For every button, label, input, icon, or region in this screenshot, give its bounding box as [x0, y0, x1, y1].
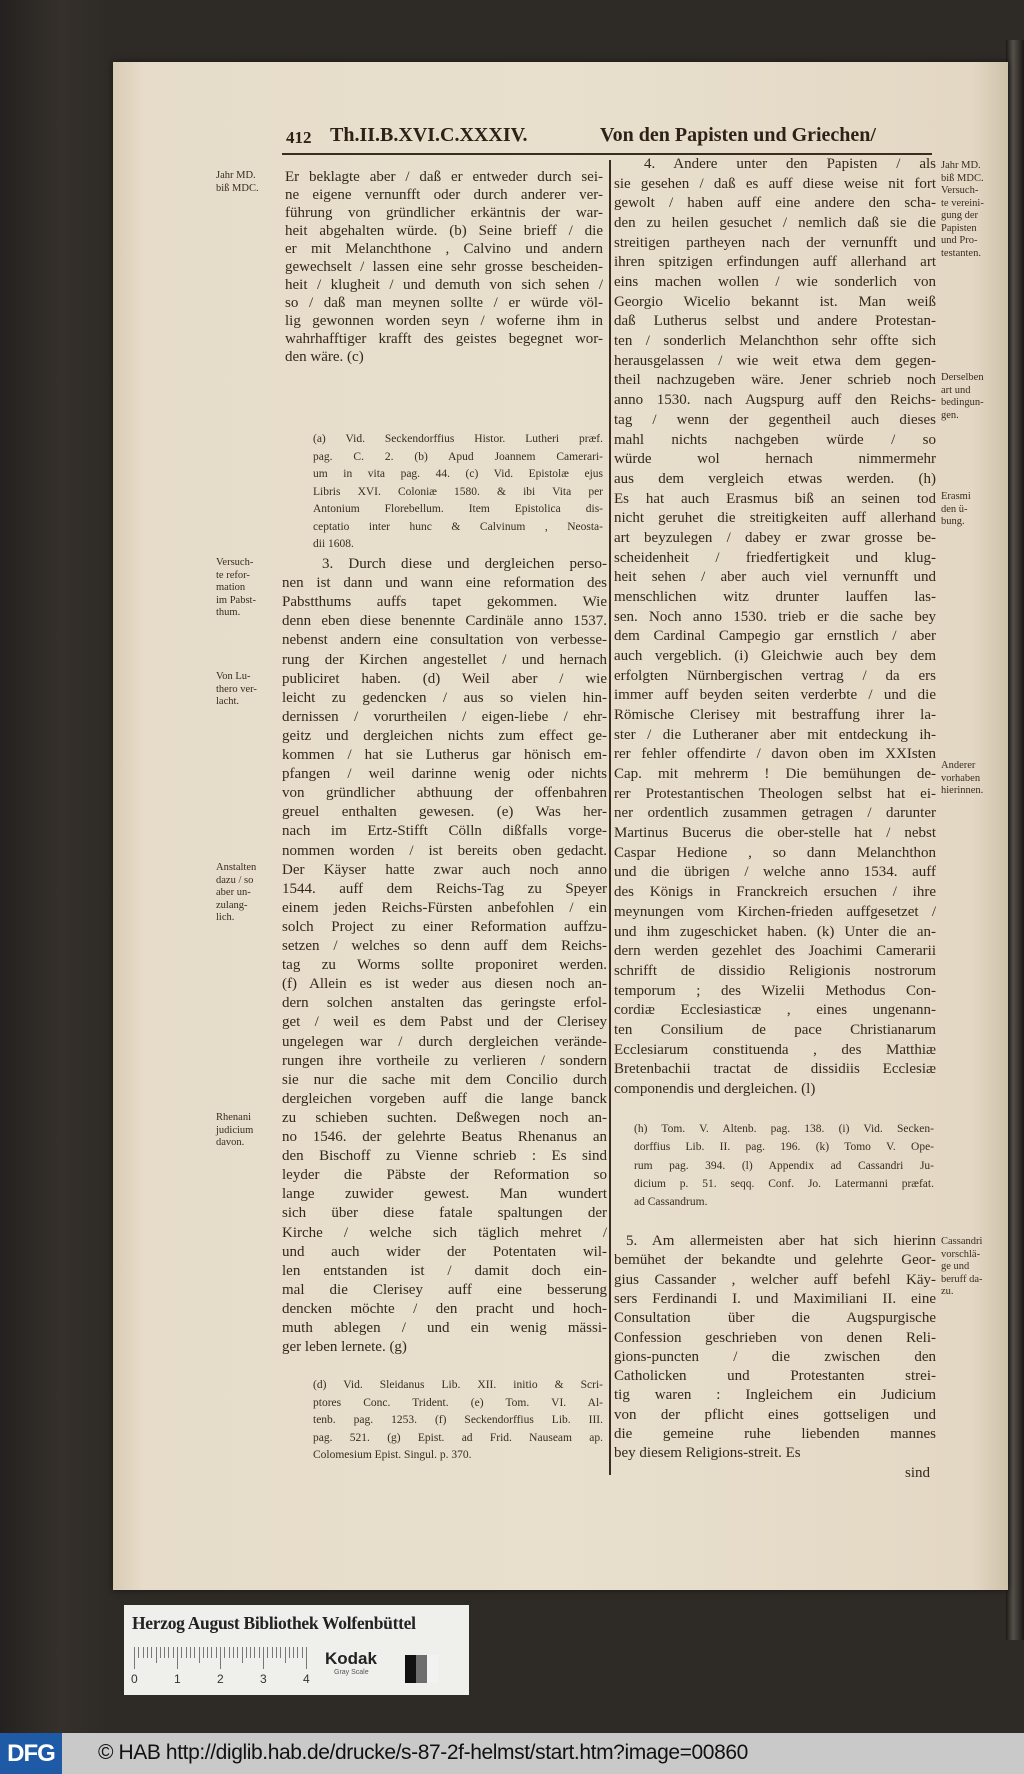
- footnote-line: rum pag. 394. (l) Appendix ad Cassandri Ju-: [634, 1159, 934, 1172]
- ruler-tick: [211, 1647, 212, 1658]
- body-text-line: Martinus Bucerus die ober-stelle hat / nebst: [614, 825, 936, 842]
- ruler-tick: [237, 1647, 238, 1658]
- institution-name: Herzog August Bibliothek Wolfenbüttel: [132, 1613, 416, 1633]
- body-text-line: wahrhafftiger krafft des geistes begegnet wor-: [285, 331, 603, 347]
- body-text-line: bey diesem Religions-streit. Es: [614, 1445, 801, 1462]
- ruler-tick: [297, 1647, 298, 1658]
- margin-note-line: Erasmi: [941, 491, 971, 502]
- body-text-line: tag / wenn der gegentheil auch dieses: [614, 411, 936, 428]
- margin-note-line: ge und: [941, 1261, 970, 1272]
- ruler-number: 4: [303, 1672, 310, 1686]
- ruler-tick: [267, 1647, 268, 1658]
- margin-note-line: lacht.: [216, 696, 240, 707]
- margin-note-line: zu.: [941, 1286, 954, 1297]
- body-text-line: und auch wider der Potentaten wil-: [282, 1243, 607, 1260]
- body-text-line: von der pflicht eines gottseligen und: [614, 1406, 936, 1423]
- ruler-tick: [276, 1647, 277, 1658]
- ruler-tick: [168, 1647, 169, 1658]
- ruler-tick: [177, 1647, 178, 1669]
- gray-swatch: [416, 1655, 427, 1683]
- body-text-line: ner ordentlich zusammen getragen / darunter: [614, 805, 936, 822]
- body-text-line: die gemeine ruhe liebenden mannes: [614, 1426, 936, 1442]
- body-text-line: kommen / hat sie Lutherus gar hönisch em-: [282, 747, 607, 763]
- ruler-tick: [280, 1647, 281, 1658]
- body-text-line: anno 1530. nach Augspurg auff den Reichs-: [614, 392, 936, 409]
- body-text-line: len entstanden ist / damit doch ein-: [282, 1262, 607, 1279]
- page-number: 412: [286, 128, 312, 147]
- body-text-line: Ecclesiarum constituenda , des Matthiæ: [614, 1041, 936, 1058]
- margin-note-line: Papisten: [941, 222, 977, 234]
- body-text-line: nen ist dann und wann eine reformation des: [282, 575, 607, 592]
- body-text-line: 5. Am allermeisten aber hat sich hierinn: [626, 1233, 936, 1249]
- ruler-tick: [156, 1647, 157, 1663]
- ruler-tick: [233, 1647, 234, 1658]
- body-text-line: dergleichen vorgeben auff die lange banck: [282, 1090, 607, 1107]
- body-text-line: mahl nichts nachgeben würde / so: [614, 431, 936, 448]
- body-text-line: nebenst andern eine consultation von verbesse-: [282, 632, 607, 649]
- body-text-line: von gründlicher abthuung der offenbahren: [282, 785, 607, 802]
- body-text-line: eins machen wollen / wie sonderlich von: [614, 274, 936, 291]
- margin-note-line: den ü-: [941, 503, 968, 515]
- footnote-line: pag. C. 2. (b) Apud Joannem Camerari-: [313, 450, 603, 463]
- footnote-line: (d) Vid. Sleidanus Lib. XII. initio & Scri-: [313, 1379, 603, 1391]
- footnote-line: tenb. pag. 1253. (f) Seckendorffius Lib. III.: [313, 1414, 603, 1426]
- margin-note-line: testanten.: [941, 247, 981, 259]
- body-text-line: muth ablegen / und ein wenig mässi-: [282, 1320, 607, 1336]
- body-text-line: gions-puncten / die zwischen den: [614, 1348, 936, 1365]
- body-text-line: heit sehen / aber auch viel vernunfft und: [614, 569, 936, 586]
- body-text-line: theil nachzugeben wäre. Jener schrieb noch: [614, 372, 936, 389]
- footnote-line: um in vita pag. 44. (c) Vid. Epistolæ ejus: [313, 468, 603, 480]
- footnote-line: Libris XVI. Coloniæ 1580. & ibi Vita per: [313, 485, 603, 498]
- footnote-line: dii 1608.: [313, 538, 354, 550]
- footer-bar: [0, 1733, 1024, 1774]
- body-text-line: den zu heilen gesuchet / nemlich daß sie die: [614, 215, 936, 232]
- margin-note-line: Cassandri: [941, 1236, 983, 1247]
- gray-swatch: [427, 1655, 438, 1683]
- margin-note-line: gung der: [941, 210, 979, 221]
- body-text-line: den Bischoff zu Vienne schrieb : Es sind: [282, 1148, 607, 1165]
- ruler-tick: [259, 1647, 260, 1658]
- footnote-line: (a) Vid. Seckendorffius Histor. Lutheri præf.: [313, 433, 603, 445]
- margin-note-line: art und: [941, 384, 971, 396]
- kodak-brand: Kodak: [325, 1649, 377, 1668]
- margin-note-line: lich.: [216, 912, 235, 923]
- body-text-line: gius Cassander , welcher auff befehl Käy-: [614, 1271, 936, 1288]
- ruler-tick: [293, 1647, 294, 1658]
- ruler-tick: [164, 1647, 165, 1658]
- footnote-line: ceptatio inter hunc & Calvinum , Neosta-: [313, 520, 603, 533]
- body-text-line: art beyzulegen / dabey er zwar grosse be-: [614, 529, 936, 546]
- body-text-line: (f) Allein es ist weder aus diesen noch an-: [282, 976, 607, 993]
- ruler-tick: [289, 1647, 290, 1658]
- column-divider: [609, 160, 611, 1475]
- body-text-line: ihren spitzigen erfindungen auff allerhand art: [614, 254, 936, 271]
- gray-scale-label: Gray Scale: [334, 1669, 369, 1676]
- body-text-line: immer auff beyden seiten verderbte / und die: [614, 687, 936, 704]
- body-text-line: und ihm zugeschicket haben. (k) Unter die an-: [614, 923, 936, 940]
- body-text-line: sie gesehen / daß es auff diese weise nit fort: [614, 175, 936, 192]
- body-text-line: aus dem vergleich etwas werden. (h): [614, 470, 936, 487]
- body-text-line: Georgio Wicelio bekannt ist. Man weiß: [614, 293, 936, 310]
- body-text-line: 4. Andere unter den Papisten / als: [644, 156, 936, 172]
- ruler-tick: [263, 1647, 264, 1669]
- footnote-line: ad Cassandrum.: [634, 1196, 708, 1209]
- body-text-line: ten / sonderlich Melanchthon sehr offte sich: [614, 333, 936, 350]
- body-text-line: lig gewonnen worden seyn / woferne ihm in: [285, 313, 603, 329]
- margin-note-line: und Pro-: [941, 235, 978, 246]
- body-text-line: Pabstthums auffs tapet gekommen. Wie: [282, 594, 607, 611]
- body-text-line: no 1546. der gelehrte Beatus Rhenanus an: [282, 1129, 607, 1145]
- body-text-line: rungen ihre vortheile zu verlieren / sondern: [282, 1052, 607, 1069]
- margin-note-line: biß MDC.: [941, 172, 984, 184]
- body-text-line: denn eben diese benennte Cardinäle anno 1537.: [282, 613, 607, 630]
- margin-note-line: Anderer: [941, 760, 976, 771]
- margin-note-line: Rhenani: [216, 1112, 251, 1123]
- margin-note-line: te refor-: [216, 569, 250, 581]
- body-text-line: herausgelassen / wie weit etwa dem gegen-: [614, 352, 936, 369]
- body-text-line: Cap. mit mehrerm ! Die bemühungen de-: [614, 766, 936, 783]
- body-text-line: erfolgten Nürnbergischen vertrag / da ers: [614, 667, 936, 684]
- ruler-tick: [199, 1647, 200, 1663]
- ruler-tick: [306, 1647, 307, 1669]
- body-text-line: 3. Durch diese und dergleichen perso-: [322, 556, 607, 572]
- body-text-line: get / weil es dem Pabst und der Clerisey: [282, 1014, 607, 1031]
- body-text-line: scheidenheit / friedfertigkeit und klug-: [614, 549, 936, 566]
- body-text-line: bemühet der bekandte und gelehrte Geor-: [614, 1252, 936, 1269]
- body-text-line: sich über diese fatale spaltungen der: [282, 1205, 607, 1222]
- ruler-tick: [250, 1647, 251, 1658]
- body-text-line: gewolt / haben auff eine andere den scha-: [614, 195, 936, 212]
- body-text-line: ungelegen war / durch dergleichen verände-: [282, 1033, 607, 1050]
- ruler-tick: [285, 1647, 286, 1663]
- ruler-tick: [216, 1647, 217, 1658]
- margin-note-line: bedingun-: [941, 397, 984, 408]
- ruler-tick: [186, 1647, 187, 1658]
- body-text-line: er mit Melanchthone , Calvino und andern: [285, 241, 603, 257]
- body-text-line: mal die Clerisey auff eine besserung: [282, 1281, 607, 1298]
- body-text-line: publiciret haben. (d) Weil aber / wie: [282, 670, 607, 687]
- footnote-line: (h) Tom. V. Altenb. pag. 138. (i) Vid. Secken-: [634, 1123, 934, 1135]
- body-text-line: geitz und dergleichen nichts zum effect ge-: [282, 727, 607, 744]
- catchword: sind: [905, 1465, 931, 1481]
- body-text-line: würde wol hernach nimmermehr: [614, 451, 936, 468]
- footnote-line: pag. 521. (g) Epist. ad Frid. Nauseam ap.: [313, 1431, 603, 1444]
- body-text-line: tag zu Worms sollte proponiret werden.: [282, 957, 607, 974]
- body-text-line: greuel enthalten gewesen. (e) Was her-: [282, 804, 607, 821]
- body-text-line: Es hat auch Erasmus biß an seinen tod: [614, 490, 936, 507]
- body-text-line: meynungen vom Kirchen-frieden auffgesetzet /: [614, 903, 936, 920]
- margin-note-line: dazu / so: [216, 874, 254, 886]
- ruler-tick: [134, 1647, 135, 1669]
- footnote-line: dorffius Lib. II. pag. 196. (k) Tomo V. Ope-: [634, 1141, 934, 1154]
- dfg-logo: DFG: [0, 1733, 62, 1774]
- body-text-line: schrifft de dissidio Religionis nostrorum: [614, 962, 936, 979]
- margin-note-line: im Pabst-: [216, 594, 256, 606]
- ruler-tick: [143, 1647, 144, 1658]
- margin-note-line: thum.: [216, 607, 241, 618]
- ruler-tick: [242, 1647, 243, 1663]
- ruler-tick: [229, 1647, 230, 1658]
- chapter-reference: Th.II.B.XVI.C.XXXIV.: [330, 124, 528, 146]
- body-text-line: Er beklagte aber / daß er entweder durch sei-: [285, 169, 603, 185]
- body-text-line: ten Consilium de pace Christianarum: [614, 1021, 936, 1038]
- margin-note-line: beruff da-: [941, 1273, 983, 1285]
- body-text-line: Confession geschrieben von denen Reli-: [614, 1329, 936, 1346]
- body-text-line: streitigen partheyen nach der vernunfft und: [614, 234, 936, 251]
- footnote-line: dicium p. 51. seqq. Conf. Jo. Latermanni præfat.: [634, 1177, 934, 1190]
- body-text-line: heit / klugheit / und demuth von sich sehen /: [285, 277, 603, 293]
- body-text-line: Caspar Hedione , so dann Melanchthon: [614, 844, 936, 861]
- body-text-line: leyder die Päbste der Reformation so: [282, 1167, 607, 1184]
- margin-note-line: Anstalten: [216, 862, 257, 873]
- ruler-tick: [203, 1647, 204, 1658]
- body-text-line: rung der Kirchen angestellet / und hernach: [282, 651, 607, 668]
- body-text-line: heit abgehalten würde. (b) Seine brieff / die: [285, 223, 603, 239]
- body-text-line: daß Lutherus selbst und andere Protestan-: [614, 313, 936, 330]
- margin-note-line: Versuch-: [941, 185, 979, 196]
- ruler-tick: [181, 1647, 182, 1658]
- body-text-line: solch Project zu einer Reformation auffzu-: [282, 918, 607, 935]
- ruler-tick: [246, 1647, 247, 1658]
- margin-note-line: Jahr MD.: [941, 160, 981, 171]
- margin-note-line: Von Lu-: [216, 671, 251, 682]
- margin-note-line: vorhaben: [941, 772, 981, 784]
- ruler-tick: [302, 1647, 303, 1658]
- body-text-line: temporum ; des Wizelii Methodus Con-: [614, 982, 936, 999]
- body-text-line: setzen / welches so denn auff dem Reichs-: [282, 938, 607, 954]
- body-text-line: auch vergeblich. (i) Gleichwie auch bey dem: [614, 648, 936, 664]
- body-text-line: lange zuwider gewest. Man wundert: [282, 1186, 607, 1203]
- running-title: Von den Papisten und Griechen/: [600, 124, 876, 146]
- body-text-line: Römische Clerisey mit bestraffung ihrer la-: [614, 707, 936, 724]
- body-text-line: leicht zu gedencken / aus so vielen hin-: [282, 689, 607, 706]
- body-text-line: ne eigene vernunfft oder durch anderer ver-: [285, 187, 603, 203]
- body-text-line: nommen worden / ist bereits oben gedacht.: [282, 842, 607, 859]
- margin-note-line: gen.: [941, 409, 959, 421]
- copyright-url[interactable]: © HAB http://diglib.hab.de/drucke/s-87-2f-helmst/start.htm?image=00860: [98, 1741, 748, 1764]
- margin-note-line: mation: [216, 582, 246, 593]
- footnote-line: ptores Conc. Trident. (e) Tom. VI. Al-: [313, 1396, 603, 1409]
- ruler-number: 0: [131, 1672, 138, 1686]
- body-text-line: rer Protestantischen Theologen selbst hat ei-: [614, 785, 936, 802]
- ruler-tick: [224, 1647, 225, 1658]
- margin-note-line: bung.: [941, 516, 965, 527]
- body-text-line: dem Cardinal Campegio gar ernstlich / aber: [614, 628, 936, 645]
- margin-note-line: Jahr MD.: [216, 170, 256, 181]
- margin-note-line: davon.: [216, 1137, 245, 1148]
- margin-note-line: vorschlä-: [941, 1248, 981, 1260]
- margin-note-line: judicium: [216, 1124, 254, 1136]
- ruler-tick: [194, 1647, 195, 1658]
- body-text-line: einem jeden Reichs-Fürsten anbefohlen / ein: [282, 899, 607, 916]
- margin-note-line: aber un-: [216, 887, 251, 898]
- margin-note-line: Derselben: [941, 372, 984, 383]
- body-text-line: Kirche / welche sich täglich mehret /: [282, 1224, 607, 1241]
- body-text-line: dern werden gezehlet des Joachimi Camerarii: [614, 943, 936, 960]
- ruler-tick: [272, 1647, 273, 1658]
- body-text-line: ster / die Lutheraner aber mit entdeckung ih-: [614, 726, 936, 743]
- body-text-line: rer fehler offendirte / davon oben im XXIsten: [614, 746, 936, 763]
- body-text-line: nicht geruhet die streitigkeiten auff allerhand: [614, 510, 936, 527]
- body-text-line: Der Käyser hatte zwar auch noch anno: [282, 861, 607, 878]
- body-text-line: cordiæ Ecclesiasticæ , eines ungenann-: [614, 1002, 936, 1019]
- margin-note-line: thero ver-: [216, 683, 257, 695]
- body-text-line: sers Ferdinandi I. und Maximiliani II. eine: [614, 1290, 936, 1307]
- ruler-tick: [147, 1647, 148, 1658]
- margin-note-line: zulang-: [216, 899, 248, 911]
- body-text-line: den wäre. (c): [285, 349, 364, 365]
- ruler-number: 2: [217, 1672, 224, 1686]
- body-text-line: zu schieben suchten. Deßwegen noch an-: [282, 1109, 607, 1126]
- footnote-line: Colomesium Epist. Singul. p. 370.: [313, 1449, 472, 1461]
- body-text-line: nach im Ertz-Stifft Cölln dißfalls vorge-: [282, 823, 607, 840]
- body-text-line: pfangen / weil darinne wenig oder nichts: [282, 766, 607, 783]
- ruler-tick: [207, 1647, 208, 1658]
- ruler-tick: [220, 1647, 221, 1669]
- margin-note-line: te vereini-: [941, 197, 984, 209]
- book-binding-edge: [1006, 40, 1024, 1640]
- ruler-number: 3: [260, 1672, 267, 1686]
- body-text-line: so / daß man meynen sollte / er würde völ-: [285, 295, 603, 311]
- body-text-line: dern solchen anstalten das geringste erfol-: [282, 995, 607, 1012]
- margin-note-line: hierinnen.: [941, 785, 984, 796]
- body-text-line: sen. Noch anno 1530. trieb er die sache bey: [614, 608, 936, 625]
- gray-swatch: [405, 1655, 416, 1683]
- body-text-line: Catholicken und Protestanten strei-: [614, 1368, 936, 1385]
- footnote-line: Antonium Florebellum. Item Epistolica dis-: [313, 503, 603, 515]
- ruler-tick: [254, 1647, 255, 1658]
- body-text-line: 1544. auff dem Reichs-Tag zu Speyer: [282, 880, 607, 897]
- body-text-line: tig waren : Ingleichem ein Judicium: [614, 1387, 936, 1404]
- body-text-line: des Königs in Franckreich ersuchen / ihre: [614, 884, 936, 901]
- ruler-tick: [160, 1647, 161, 1658]
- body-text-line: componendis und dergleichen. (l): [614, 1080, 816, 1097]
- ruler-tick: [138, 1647, 139, 1658]
- body-text-line: Bretenbachii tractat de dissidiis Ecclesiæ: [614, 1061, 936, 1078]
- ruler-tick: [151, 1647, 152, 1658]
- body-text-line: dencken möchte / den pracht und hoch-: [282, 1300, 607, 1317]
- margin-note-line: Versuch-: [216, 557, 254, 568]
- ruler-tick: [173, 1647, 174, 1658]
- ruler-number: 1: [174, 1672, 181, 1686]
- body-text-line: dernissen / vorurtheilen / eigen-liebe / ehr-: [282, 708, 607, 725]
- body-text-line: Consultation über die Augspurgische: [614, 1310, 936, 1327]
- ruler-tick: [190, 1647, 191, 1658]
- color-calibration-card: [124, 1605, 469, 1695]
- body-text-line: menschlichen witz drunter lauffen las-: [614, 588, 936, 605]
- body-text-line: gewechselt / lassen eine sehr grosse bescheiden-: [285, 259, 603, 275]
- margin-note-line: biß MDC.: [216, 182, 259, 194]
- body-text-line: sie nur die sache mit dem Concilio durch: [282, 1071, 607, 1088]
- body-text-line: ger leben lernete. (g): [282, 1339, 407, 1356]
- body-text-line: und die übrigen / welche anno 1534. auff: [614, 864, 936, 881]
- body-text-line: führung von gründlicher erkäntnis der war-: [285, 205, 603, 221]
